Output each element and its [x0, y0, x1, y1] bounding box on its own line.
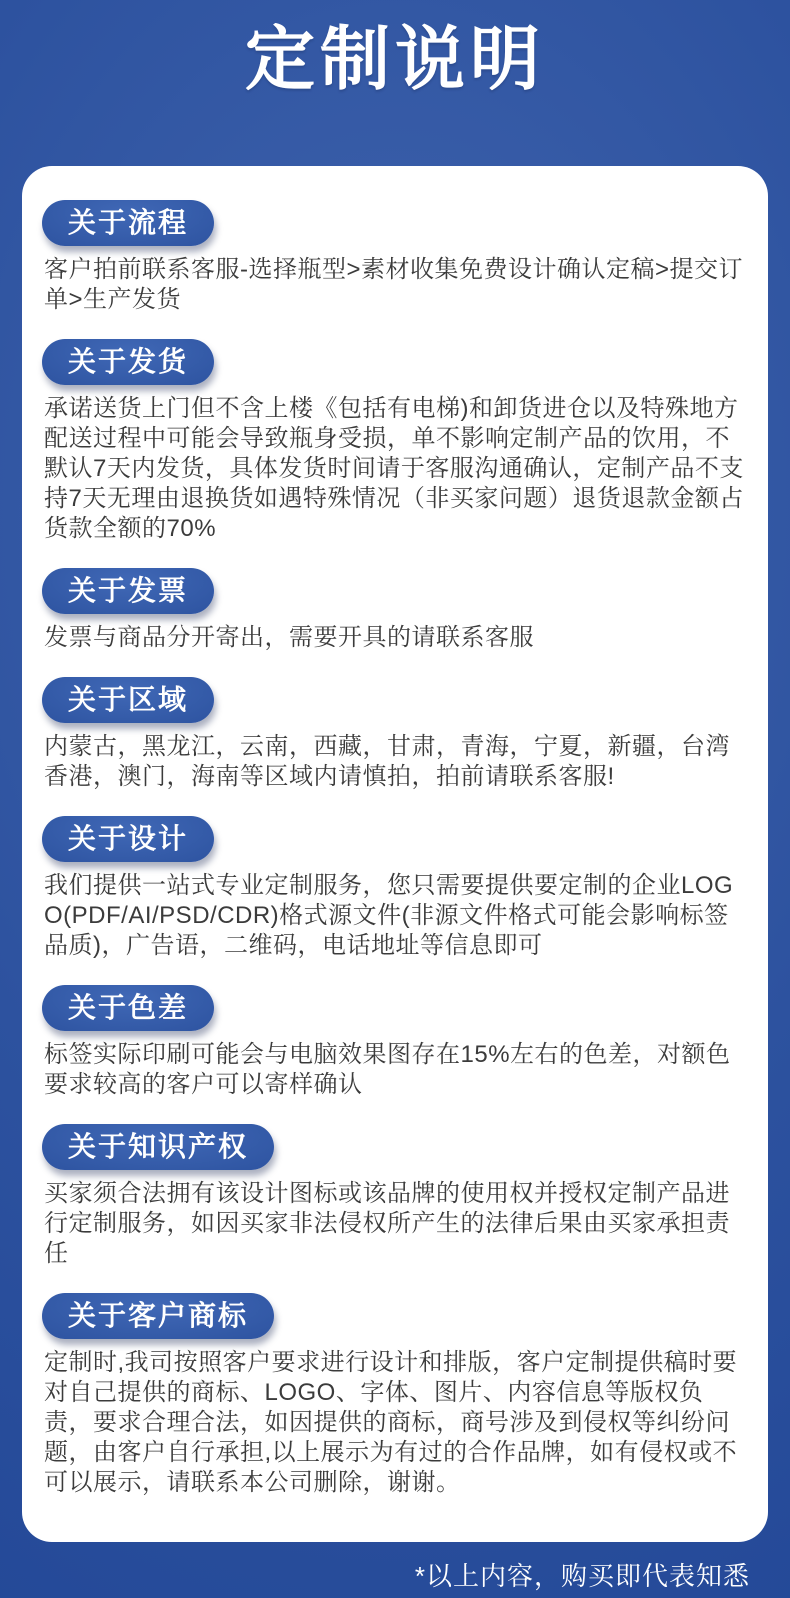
page-title: 定制说明	[245, 20, 545, 98]
section-shipping	[42, 339, 748, 544]
section-intellectual-property	[42, 1124, 748, 1269]
section-header-label: 关于发货	[68, 346, 189, 377]
section-body-text: 标签实际印刷可能会与电脑效果图存在15%左右的色差，对额色要求较高的客户可以寄样确认	[44, 1041, 731, 1098]
section-body-text: 买家须合法拥有该设计图标或该品牌的使用权并授权定制产品进行定制服务，如因买家非法侵权所产生的法律后果由买家承担责任	[44, 1180, 730, 1267]
section-header-pill	[42, 200, 214, 246]
section-header-pill	[42, 1124, 274, 1170]
section-header-pill	[42, 985, 214, 1031]
footer-note: *以上内容，购买即代表知悉	[414, 1561, 750, 1591]
section-body-text: 定制时,我司按照客户要求进行设计和排版，客户定制提供稿时要对自己提供的商标、LOGO、字体、图片、内容信息等版权负责，要求合理合法，如因提供的商标，商号涉及到侵权等纠纷问题，由客户自行承担,以上展示为有过的合作品牌，如有侵权或不可以展示，请联系本公司删除，谢谢。	[44, 1349, 738, 1496]
section-body-text: 客户拍前联系客服-选择瓶型>素材收集免费设计确认定稿>提交订单>生产发货	[44, 256, 744, 313]
section-region	[42, 677, 748, 792]
section-header-pill	[42, 339, 214, 385]
section-header-label: 关于发票	[68, 575, 189, 606]
section-header-label: 关于色差	[68, 992, 189, 1023]
section-body-text: 承诺送货上门但不含上楼《包括有电梯)和卸货进仓以及特殊地方配送过程中可能会导致瓶身受损，单不影响定制产品的饮用，不默认7天内发货，具体发货时间请于客服沟通确认，定制产品不支持7天无理由退换货如遇特殊情况（非买家问题）退货退款金额占货款全额的70%	[44, 395, 744, 542]
section-body-text: 内蒙古，黑龙江，云南，西藏，甘肃，青海，宁夏，新疆，台湾香港，澳门，海南等区域内请慎拍，拍前请联系客服!	[44, 733, 730, 790]
section-invoice	[42, 568, 748, 653]
section-body-text: 发票与商品分开寄出，需要开具的请联系客服	[44, 624, 534, 651]
section-body-text: 我们提供一站式专业定制服务，您只需要提供要定制的企业LOGO(PDF/AI/PSD/CDR)格式源文件(非源文件格式可能会影响标签品质)，广告语，二维码，电话地址等信息即可	[44, 872, 734, 959]
section-customer-trademark	[42, 1293, 748, 1498]
section-header-label: 关于区域	[68, 684, 189, 715]
section-design	[42, 816, 748, 961]
section-header-pill	[42, 568, 214, 614]
section-header-label: 关于流程	[68, 207, 189, 238]
section-process	[42, 200, 748, 315]
section-header-pill	[42, 677, 214, 723]
section-header-label: 关于知识产权	[68, 1131, 249, 1162]
content-card	[22, 166, 768, 1542]
section-header-label: 关于设计	[68, 823, 189, 854]
section-color-difference	[42, 985, 748, 1100]
section-header-pill	[42, 1293, 274, 1339]
section-header-pill	[42, 816, 214, 862]
section-header-label: 关于客户商标	[68, 1300, 249, 1331]
